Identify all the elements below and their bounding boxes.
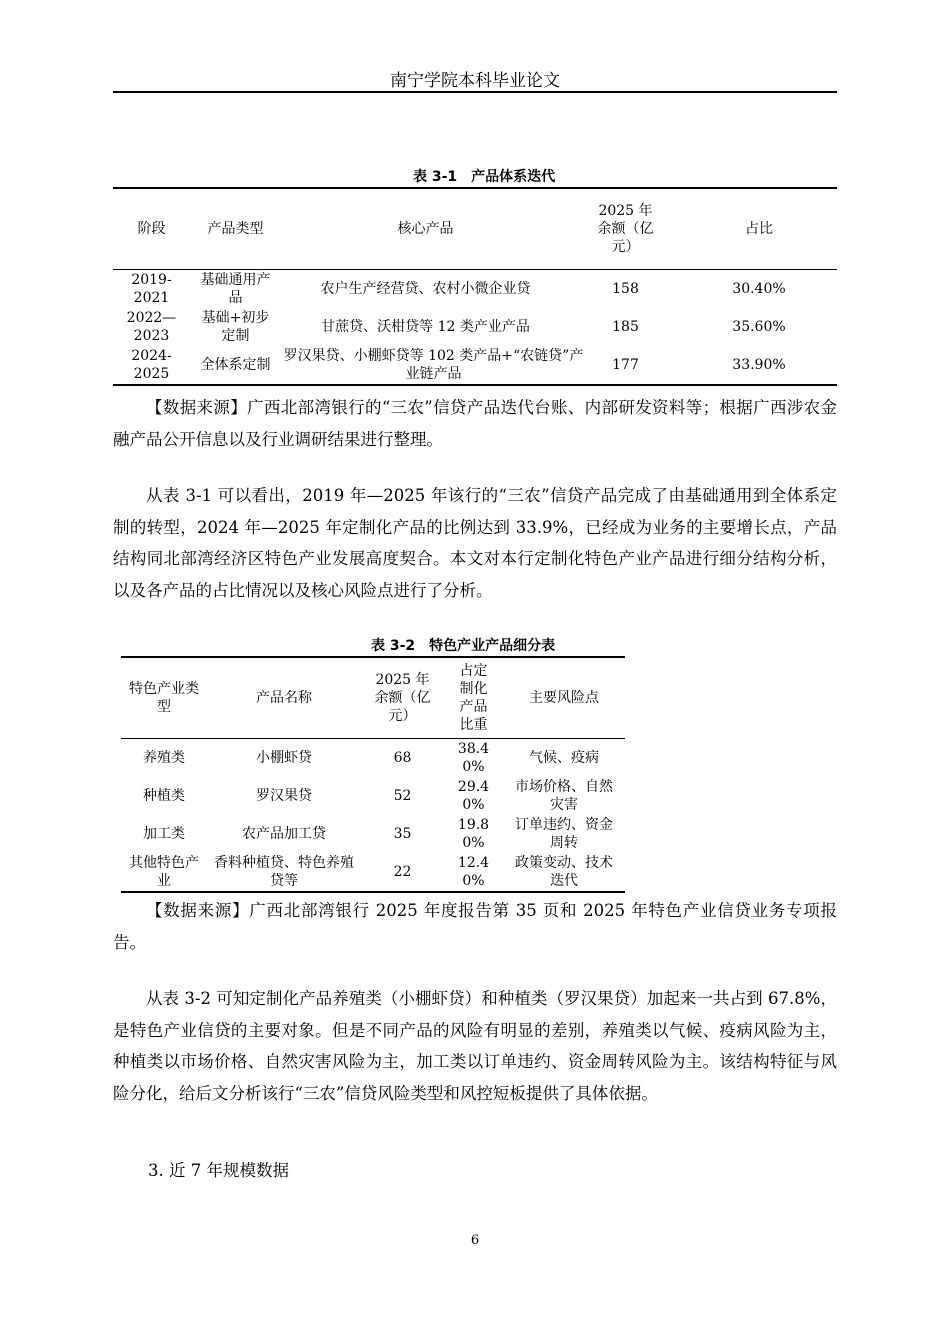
table-cell: 158	[612, 281, 639, 297]
table1-col-header: 产品类型	[190, 188, 281, 270]
table-cell	[113, 346, 190, 385]
table-cell: 177	[612, 357, 639, 373]
table-cell	[190, 346, 281, 385]
table-cell	[503, 853, 625, 892]
table-cell	[503, 815, 625, 853]
table1-col-header	[570, 188, 681, 270]
cell-text: 罗汉果贷、小棚虾贷等 102 类产品+“农链贷”产业链产品	[283, 348, 584, 382]
cell-text: 基础通用产品	[200, 272, 271, 306]
table1-col-header: 阶段	[113, 188, 190, 270]
table2	[121, 656, 625, 893]
table-row	[121, 815, 625, 853]
table-cell	[207, 853, 361, 892]
running-header: 南宁学院本科毕业论文	[390, 71, 560, 91]
table-cell	[113, 270, 190, 309]
table1	[113, 187, 837, 386]
cell-text: 政策变动、技术迭代	[515, 855, 613, 889]
table1-header-row	[113, 188, 837, 270]
table-cell	[503, 777, 625, 815]
table-cell: 加工类	[143, 826, 185, 842]
table1-source-note: 【数据来源】广西北部湾银行的“三农”信贷产品迭代台账、内部研发资料等；根据广西涉农金融产品公开信息以及行业调研结果进行整理。	[113, 398, 837, 449]
table1-caption: 表 3-1 产品体系迭代	[413, 169, 556, 185]
table2-col-header	[444, 657, 503, 739]
table-row	[113, 270, 837, 309]
table-cell	[444, 853, 503, 892]
cell-text: 29.40%	[457, 779, 490, 813]
table-cell	[281, 346, 584, 385]
table2-header-row	[121, 657, 625, 739]
table1-col-header: 核心产品	[281, 188, 570, 270]
cell-text: 市场价格、自然灾害	[515, 779, 613, 813]
table1-col-header: 占比	[681, 188, 837, 270]
cell-text: 19.80%	[457, 817, 490, 851]
table-cell: 185	[612, 319, 639, 335]
table-cell: 农产品加工贷	[242, 826, 326, 842]
cell-text: 2019-2021	[131, 272, 172, 306]
body-paragraph-2: 从表 3-2 可知定制化产品养殖类（小棚虾贷）和种植类（罗汉果贷）加起来一共占到 67.8%，是特色产业信贷的主要对象。但是不同产品的风险有明显的差别，养殖类以气候、疫病风险为主，种植类以市场价格、自然灾害风险为主，加工类以订单违约、资金周转风险为主。该结构特征与风险分化，给后文分析该行“三农”信贷风险类型和风控短板提供了具体依据。	[113, 989, 837, 1103]
table-cell: 养殖类	[143, 750, 185, 766]
table-row	[121, 853, 625, 892]
table2-col-header-text: 特色产业类型	[129, 681, 199, 715]
table2-col-header	[361, 657, 444, 739]
table-cell: 甘蔗贷、沃柑贷等 12 类产业产品	[321, 319, 530, 335]
table-cell	[444, 739, 503, 778]
table2-col-header: 产品名称	[207, 657, 361, 739]
table-cell	[190, 270, 281, 309]
cell-text: 香料种植贷、特色养殖贷等	[214, 855, 354, 889]
table2-col-header-text: 占定制化产品比重	[459, 663, 488, 733]
section-heading: 3. 近 7 年规模数据	[148, 1161, 289, 1180]
table2-col-header-text: 2025 年余额（亿元）	[374, 672, 431, 724]
table-cell: 罗汉果贷	[256, 788, 312, 804]
cell-text: 订单违约、资金周转	[515, 817, 613, 851]
cell-text: 2024-2025	[131, 348, 172, 382]
cell-text: 基础+初步定制	[201, 310, 270, 344]
body-paragraph-1: 从表 3-1 可以看出，2019 年—2025 年该行的“三农”信贷产品完成了由基础通用到全体系定制的转型，2024 年—2025 年定制化产品的比例达到 33.9%，已经成为业务的主要增长点，产品结构同北部湾经济区特色产业发展高度契合。本文对本行定制化特色产业产品进行细分结构分析，以及各产品的占比情况以及核心风险点进行了分析。	[113, 486, 837, 600]
cell-text: 38.40%	[457, 741, 490, 775]
table2-source-note: 【数据来源】广西北部湾银行 2025 年度报告第 35 页和 2025 年特色产业信贷业务专项报告。	[113, 901, 837, 952]
table-row	[121, 739, 625, 778]
table-cell	[444, 815, 503, 853]
table-row	[121, 777, 625, 815]
table-cell	[444, 777, 503, 815]
table-cell: 33.90%	[732, 357, 786, 373]
table-cell: 小棚虾贷	[256, 750, 312, 766]
table-cell	[113, 308, 190, 346]
table-cell: 30.40%	[732, 281, 786, 297]
table-cell: 农户生产经营贷、农村小微企业贷	[320, 281, 531, 297]
table-cell: 52	[393, 788, 412, 804]
table1-col-header-text: 2025 年余额（亿元）	[597, 203, 654, 255]
table-cell: 种植类	[143, 788, 185, 804]
table-cell: 35.60%	[732, 319, 786, 335]
cell-text: 全体系定制	[200, 357, 271, 373]
table-cell: 22	[393, 864, 412, 880]
cell-text: 12.40%	[457, 855, 490, 889]
table-cell	[121, 853, 207, 892]
table-cell: 气候、疫病	[529, 750, 599, 766]
page-number: 6	[470, 1233, 480, 1248]
table-row	[113, 308, 837, 346]
table2-col-header: 主要风险点	[503, 657, 625, 739]
table2-caption: 表 3-2 特色产业产品细分表	[371, 638, 556, 654]
table-cell	[190, 308, 281, 346]
table-cell: 68	[393, 750, 412, 766]
table2-col-header	[121, 657, 207, 739]
table-cell: 35	[393, 826, 412, 842]
header-rule	[113, 91, 837, 93]
table-row	[113, 346, 837, 385]
cell-text: 2022—2023	[126, 310, 177, 344]
cell-text: 其他特色产业	[129, 855, 199, 889]
